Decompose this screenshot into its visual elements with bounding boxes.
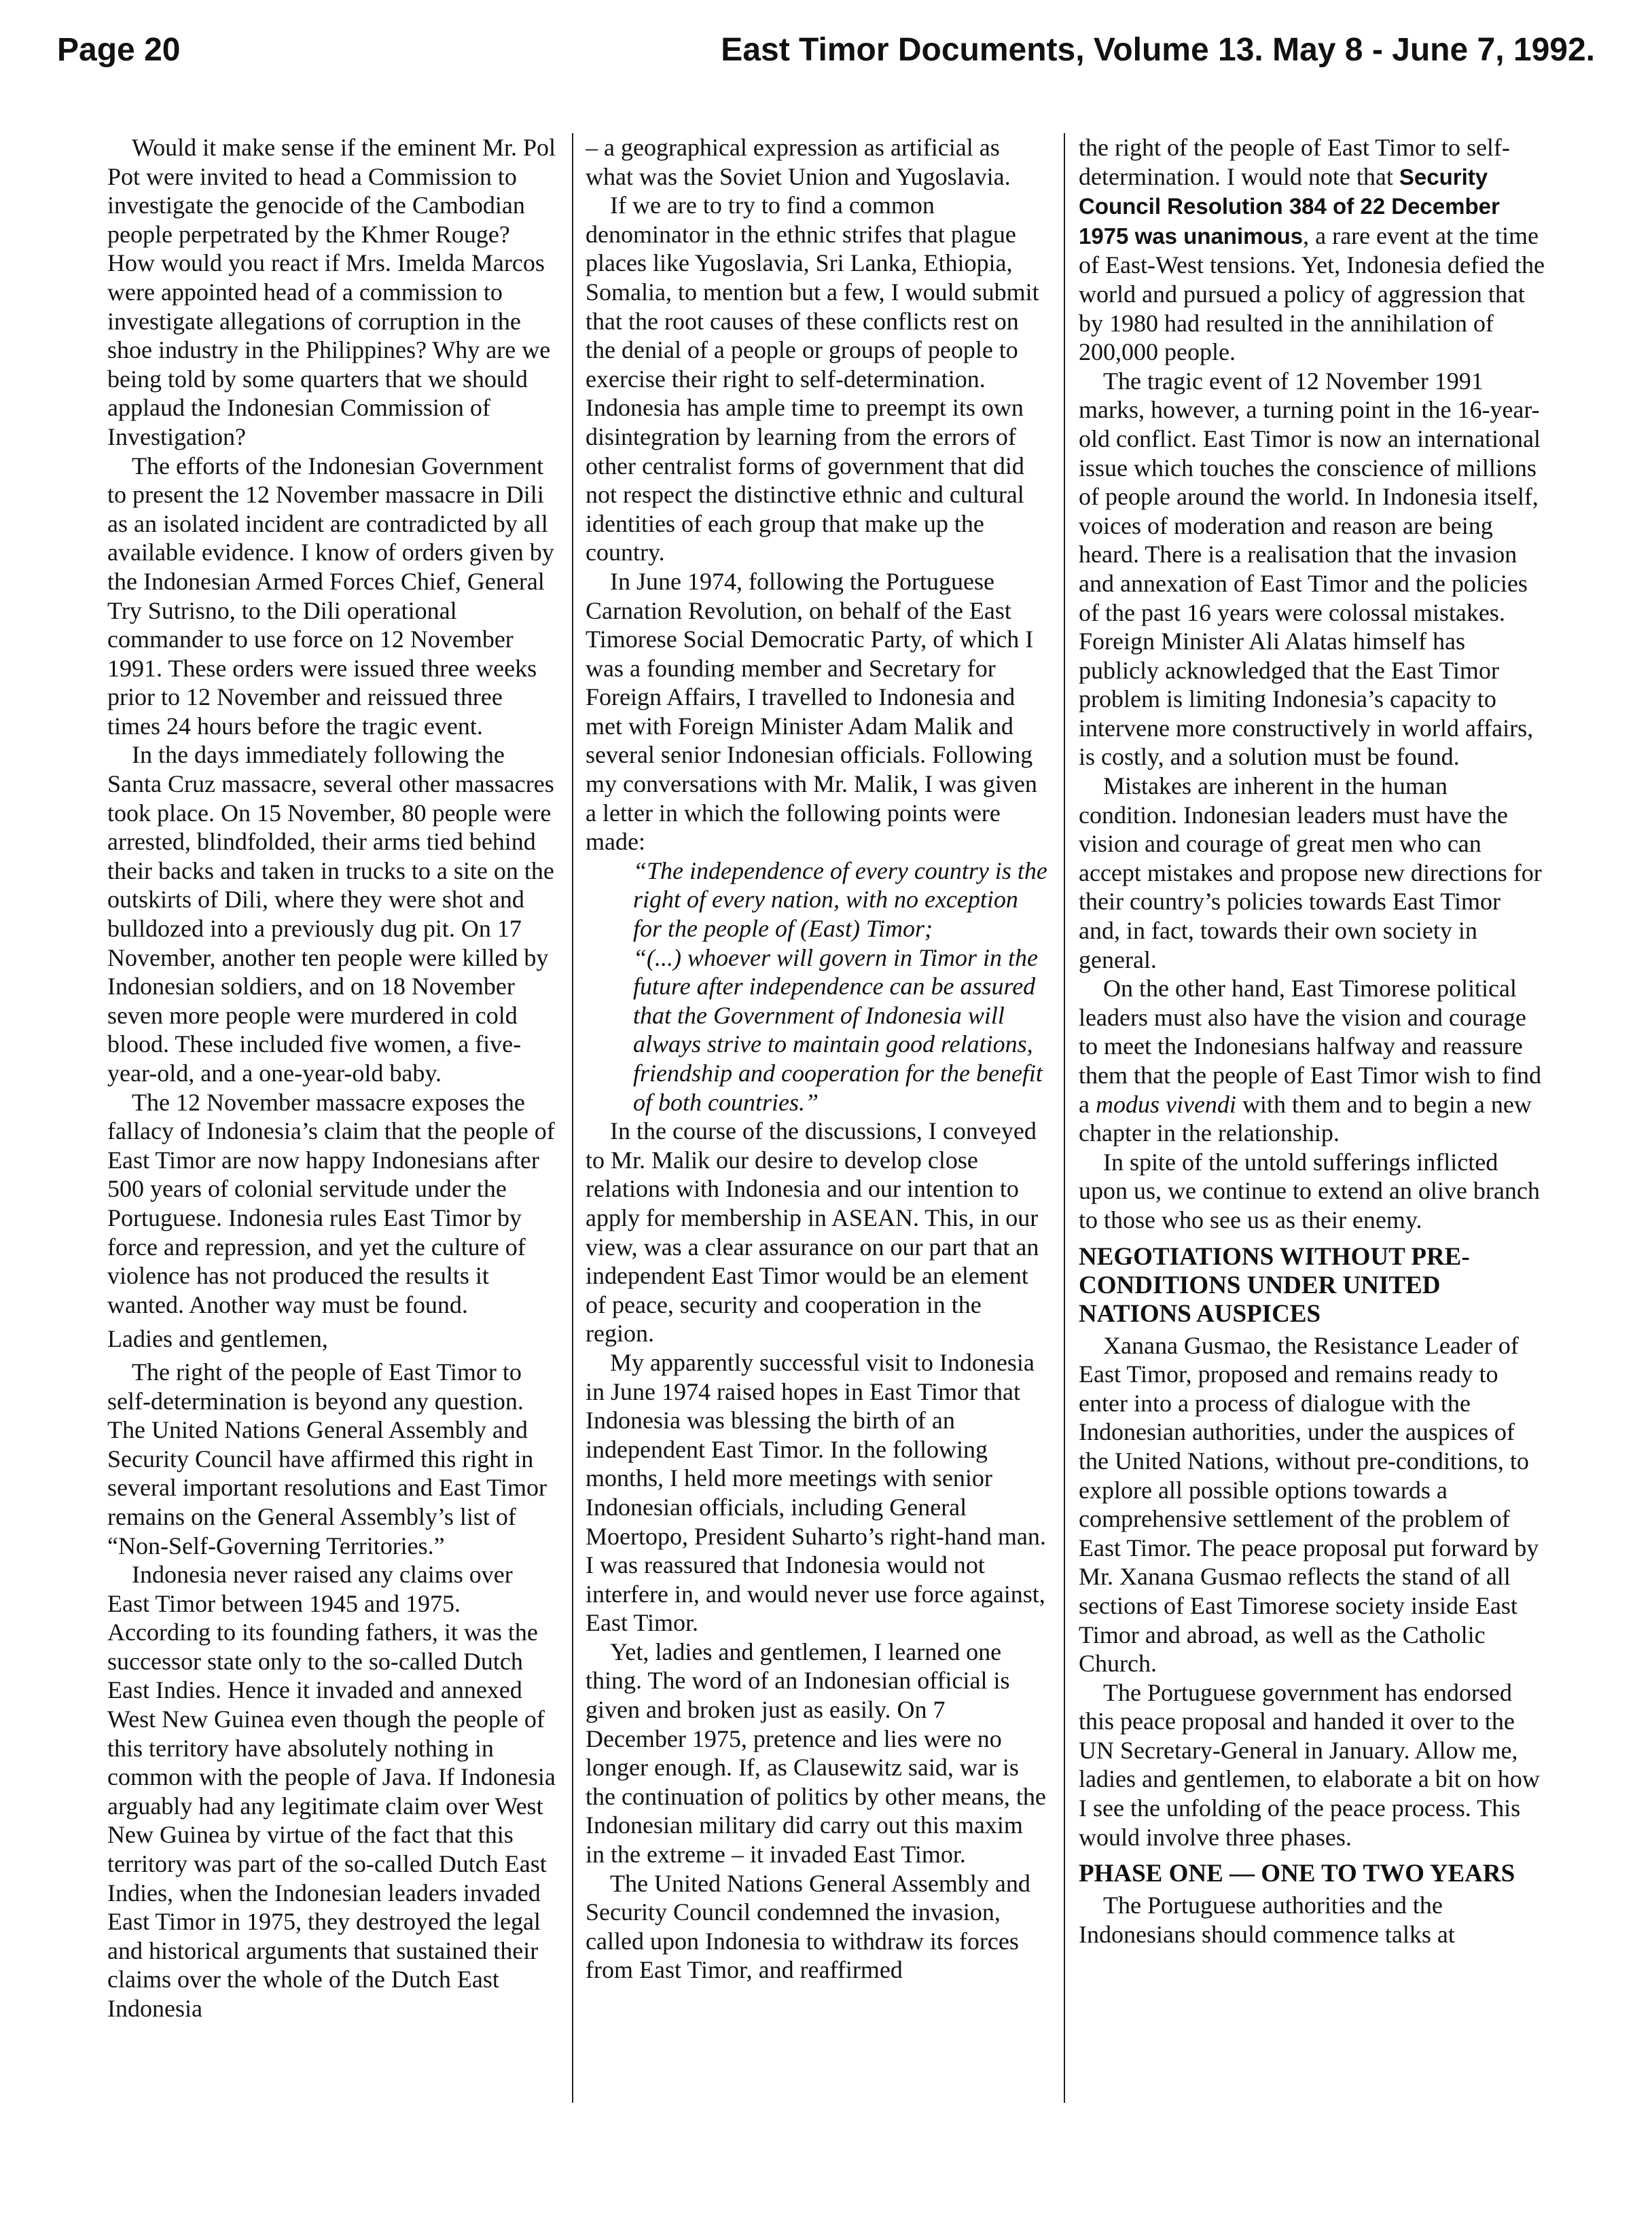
paragraph: Yet, ladies and gentlemen, I learned one thing. The word of an Indonesian official is given and broken just as easily. On 7 December 1975, pretence and lies were no longer enough. If, as Clausewitz said, war is the continuation of politics by other means, the Indonesian military did carry out this maxim in the extreme – it invaded East Timor. bbox=[586, 1638, 1046, 1868]
resolution-emphasis: Security Council Resolution 384 of 22 December 1975 was unanimous bbox=[1079, 164, 1500, 249]
paragraph: The United Nations General Assembly and Security Council condemned the invasion, called upon Indonesia to withdraw its forces from East Timor, and reaffirmed bbox=[586, 1869, 1030, 1984]
text-column-2 bbox=[586, 133, 1047, 2171]
paragraph bbox=[1079, 974, 1545, 1148]
paragraph: Indonesia never raised any claims over East Timor between 1945 and 1975. According to its founding fathers, it was the successor state only to the so-called Dutch East Indies. Hence it invaded and annexed West New Guinea even though the people of this territory have absolutely nothing in common with the people of Java. If Indonesia arguably had any legitimate claim over West New Guinea by virtue of the fact that this territory was part of the so-called Dutch East Indies, when the Indonesian leaders invaded East Timor in 1975, they destroyed the legal and historical arguments that sustained their claims over the whole of the Dutch East Indonesia bbox=[107, 1561, 556, 2022]
paragraph: In June 1974, following the Portuguese Carnation Revolution, on behalf of the East Timorese Social Democratic Party, of which I was a founding member and Secretary for Foreign Affairs, I travelled to Indonesia and met with Foreign Minister Adam Malik and several senior Indonesian officials. Following my conversations with Mr. Malik, I was given a letter in which the following points were made: bbox=[586, 567, 1037, 856]
paragraph: Xanana Gusmao, the Resistance Leader of East Timor, proposed and remains ready to enter into a process of dialogue with the Indonesian authorities, under the auspices of the United Nations, without pre-conditions, to explore all possible options towards a comprehensive settlement of the problem of East Timor. The peace proposal put forward by Mr. Xanana Gusmao reflects the stand of all sections of East Timorese society inside East Timor and abroad, as well as the Catholic Church. bbox=[1079, 1331, 1539, 1678]
block-quote: “The independence of every country is the right of every nation, with no exception for the people of (East) Timor; bbox=[633, 856, 1047, 943]
text-run: with them and to begin a new chapter in the relationship. bbox=[1079, 1090, 1532, 1147]
salutation: Ladies and gentlemen, bbox=[107, 1325, 328, 1353]
paragraph: The Portuguese government has endorsed this peace proposal and handed it over to the UN Secretary-General in January. Allow me, ladies and gentlemen, to elaborate a bit on how I see the unfolding of the peace process. This would involve three phases. bbox=[1079, 1678, 1540, 1851]
text-column-1 bbox=[107, 133, 556, 2144]
block-quote: “(...) whoever will govern in Timor in the future after independence can be assured that the Government of Indonesia will always strive to maintain good relations, friendship and cooperation for the benefit of both countries.” bbox=[633, 943, 1043, 1116]
paragraph bbox=[1079, 133, 1545, 367]
paragraph: In the course of the discussions, I conveyed to Mr. Malik our desire to develop close relations with Indonesia and our intention to apply for membership in ASEAN. This, in our view, was a clear assurance on our part that an independent East Timor would be an element of peace, security and cooperation in the region. bbox=[586, 1117, 1039, 1348]
text-run: the right of the people of East Timor to self-determination. I would note that bbox=[1079, 134, 1510, 190]
italic-term: modus vivendi bbox=[1095, 1090, 1236, 1118]
paragraph: In spite of the untold sufferings inflicted upon us, we continue to extend an olive branch to those who see us as their enemy. bbox=[1079, 1148, 1540, 1233]
page-header bbox=[57, 31, 1595, 86]
section-heading: PHASE ONE — ONE TO TWO YEARS bbox=[1079, 1860, 1515, 1888]
text-column-3 bbox=[1079, 133, 1545, 2089]
paragraph: – a geographical expression as artificial as what was the Soviet Union and Yugoslavia. bbox=[586, 134, 1011, 190]
paragraph: The 12 November massacre exposes the fallacy of Indonesia’s claim that the people of East Timor are now happy Indonesians after 500 years of colonial servitude under the Portuguese. Indonesia rules East Timor by force and repression, and yet the culture of violence has not produced the results it wanted. Another way must be found. bbox=[107, 1088, 555, 1318]
column-divider bbox=[572, 133, 573, 2103]
paragraph: The Portuguese authorities and the Indonesians should commence talks at bbox=[1079, 1892, 1455, 1948]
paragraph: The efforts of the Indonesian Government to present the 12 November massacre in Dili as an isolated incident are contradicted by all available evidence. I know of orders given by the Indonesian Armed Forces Chief, General Try Sutrisno, to the Dili operational commander to use force on 12 November 1991. These orders were issued three weeks prior to 12 November and reissued three times 24 hours before the tragic event. bbox=[107, 452, 554, 740]
paragraph: Mistakes are inherent in the human condition. Indonesian leaders must have the vision and courage of great men who can accept mistakes and propose new directions for their country’s policies towards East Timor and, in fact, towards their own society in general. bbox=[1079, 772, 1542, 973]
text-run: On the other hand, East Timorese political leaders must also have the vision and courage to meet the Indonesians halfway and reassure them that the people of East Timor wish to find a bbox=[1079, 975, 1541, 1118]
paragraph: The tragic event of 12 November 1991 marks, however, a turning point in the 16-year-old conflict. East Timor is now an international issue which touches the conscience of millions of people around the world. In Indonesia itself, voices of moderation and reason are being heard. There is a realisation that the invasion and annexation of East Timor and the policies of the past 16 years were colossal mistakes. Foreign Minister Ali Alatas himself has publicly acknowledged that the East Timor problem is limiting Indonesia’s capacity to intervene more constructively in world affairs, is costly, and a solution must be found. bbox=[1079, 367, 1541, 771]
paragraph: My apparently successful visit to Indonesia in June 1974 raised hopes in East Timor that Indonesia was blessing the birth of an independent East Timor. In the following months, I held more meetings with senior Indonesian officials, including General Moertopo, President Suharto’s right-hand man. I was reassured that Indonesia would not interfere in, and would never use force against, East Timor. bbox=[586, 1348, 1046, 1637]
publication-title: East Timor Documents, Volume 13. May 8 - June 7, 1992. bbox=[721, 32, 1595, 68]
paragraph: The right of the people of East Timor to self-determination is beyond any question. The United Nations General Assembly and Security Council have affirmed this right in several important resolutions and East Timor remains on the General Assembly’s list of “Non-Self-Governing Territories.” bbox=[107, 1358, 547, 1559]
paragraph: In the days immediately following the Santa Cruz massacre, several other massacres took place. On 15 November, 80 people were arrested, blindfolded, their arms tied behind their backs and taken in trucks to a site on the outskirts of Dili, where they were shot and bulldozed into a previously dug pit. On 17 November, another ten people were killed by Indonesian soldiers, and on 18 November seven more people were murdered in cold blood. These included five women, a five-year-old, and a one-year-old baby. bbox=[107, 741, 554, 1087]
paragraph: If we are to try to find a common denominator in the ethnic strifes that plague places like Yugoslavia, Sri Lanka, Ethiopia, Somalia, to mention but a few, I would submit that the root causes of these conflicts rest on the denial of a people or groups of people to exercise their right to self-determination. Indonesia has ample time to preempt its own disintegration by learning from the errors of other centralist forms of government that did not respect the distinctive ethnic and cultural identities of each group that make up the country. bbox=[586, 192, 1039, 566]
page-number: Page 20 bbox=[57, 32, 181, 68]
column-divider bbox=[1064, 133, 1065, 2103]
text-run: , a rare event at the time of East-West tensions. Yet, Indonesia defied the world and pursued a policy of aggression that by 1980 had resulted in the annihilation of 200,000 people. bbox=[1079, 221, 1545, 366]
section-heading: NEGOTIATIONS WITHOUT PRE-CONDITIONS UNDER UNITED NATIONS AUSPICES bbox=[1079, 1242, 1470, 1328]
paragraph: Would it make sense if the eminent Mr. Pol Pot were invited to head a Commission to investigate the genocide of the Cambodian people perpetrated by the Khmer Rouge? How would you react if Mrs. Imelda Marcos were appointed head of a commission to investigate allegations of corruption in the shoe industry in the Philippines? Why are we being told by some quarters that we should applaud the Indonesian Commission of Investigation? bbox=[107, 134, 556, 450]
